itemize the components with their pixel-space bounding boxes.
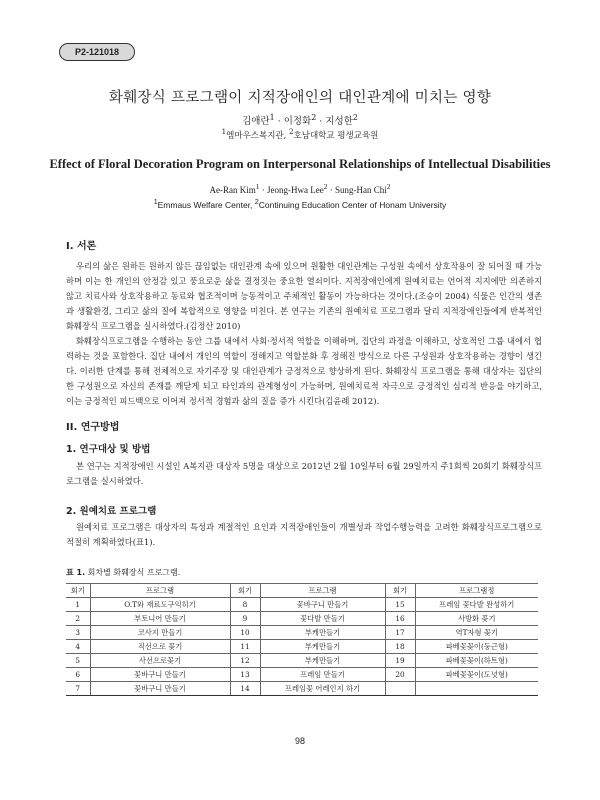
table-cell: 19 xyxy=(385,654,415,668)
affiliation-text: Continuing Education Center of Honam University xyxy=(258,199,447,210)
table-cell: 프레임 만들기 xyxy=(260,668,385,682)
authors-korean xyxy=(0,113,600,127)
table-cell: 프레임꽃 어레인지 하기 xyxy=(260,682,385,696)
author-separator: · xyxy=(316,116,326,128)
author-superscript: 1 xyxy=(255,182,260,191)
table-cell: 20 xyxy=(385,668,415,682)
subsection-heading-program: 2. 원예치료 프로그램 xyxy=(66,506,157,517)
table-cell: 부케만들기 xyxy=(260,654,385,668)
table-cell: 16 xyxy=(385,612,415,626)
table-cell: 5 xyxy=(66,654,90,668)
table-cell: 4 xyxy=(66,640,90,654)
table-cell: 1 xyxy=(66,598,90,612)
table-cell: 14 xyxy=(230,682,260,696)
author-name: Ae-Ran Kim xyxy=(209,185,256,195)
affiliation-english xyxy=(0,198,600,210)
affiliation-text: 호남대학교 평생교육원 xyxy=(293,130,379,141)
author-superscript: 2 xyxy=(311,113,317,122)
table-cell: 꽃바구니 만들기 xyxy=(90,682,230,696)
table-cell: 8 xyxy=(230,598,260,612)
title-english: Effect of Floral Decoration Program on Interpersonal Relationships of Intellectual Disabilities xyxy=(49,157,551,171)
table-row xyxy=(66,612,538,626)
author-name: 이정화 xyxy=(283,116,312,128)
table-header-cell: 프로그램 xyxy=(260,584,385,598)
table-cell: 13 xyxy=(230,668,260,682)
table-cell: 프레임 꽃다발 완성하기 xyxy=(415,598,538,612)
paragraph: 우리의 삶은 원하든 원하지 않든 끊임없는 대인관계 속에 있으며 원활한 대인관계는 구성원 속에서 상호작용이 잘 되어질 때 가능하며 이는 한 개인의 안정감 있고 풍요로운 삶을 결정짓는 중요한 열쇠이다. 지적장애인에게 원예치료는 언어적 지지에만 의존하지 않고 치료사와 상호작용하고 동료와 협조적이며 능동적이고 주체적인 활동이 가능하다는 것이다.(조승이 2004) 식물은 인간의 생존과 생활환경, 그리고 삶의 질에 복합적으로 영향을 미친다. 본 연구는 기존의 원예치료 프로그램과 달리 지적장애인들에게 반복적인 화훼장식 프로그램을 실시하였다.(김정산 2010) xyxy=(66,261,542,331)
table-cell: 부토니어 만들기 xyxy=(90,612,230,626)
table-row xyxy=(66,640,538,654)
table-cell: 3 xyxy=(66,626,90,640)
table-row xyxy=(66,682,538,696)
table-cell: 꽃바구니 만들기 xyxy=(260,598,385,612)
table-caption-label: 표 1. xyxy=(66,568,86,577)
table-row xyxy=(66,626,538,640)
table-header-cell: 프로그램 xyxy=(90,584,230,598)
author-name: Sung-Han Chi xyxy=(334,185,387,195)
affiliation-text: 엠마우스복지관, xyxy=(226,130,290,141)
table-cell: 2 xyxy=(66,612,90,626)
table-cell xyxy=(415,682,538,696)
program-body xyxy=(66,520,542,550)
table-header-cell: 프로그램정 xyxy=(415,584,538,598)
table-cell: 9 xyxy=(230,612,260,626)
author-superscript: 2 xyxy=(386,182,391,191)
table-cell: 직선으로 꽂기 xyxy=(90,640,230,654)
table-cell: 파베꽃꽂이(둥근형) xyxy=(415,640,538,654)
table-cell: 코사지 만들기 xyxy=(90,626,230,640)
table-cell: 18 xyxy=(385,640,415,654)
affiliation-korean xyxy=(0,127,600,141)
subsection-heading-subjects: 1. 연구대상 및 방법 xyxy=(66,444,151,455)
table-cell: 파베꽃꽂이(하트형) xyxy=(415,654,538,668)
table-cell: 17 xyxy=(385,626,415,640)
affiliation-superscript: 1 xyxy=(153,198,158,206)
affiliation-superscript: 2 xyxy=(254,198,259,206)
table-header-row xyxy=(66,584,538,598)
section-heading-methods: II. 연구방법 xyxy=(66,422,120,433)
paragraph: 화훼장식프로그램을 수행하는 동안 그룹 내에서 사회·정서적 역할을 이해하며, 집단의 과정을 이해하고, 상호적인 그룹 내에서 협력하는 것을 포함한다. 집단 내에서 개인의 역할이 정해지고 역할분화 후 정해진 방식으로 다른 구성원과 상호작용하는 경향이 생긴다. 이러한 단계를 통해 전체적으로 자기주장 및 대인관계가 긍정적으로 향상하게 된다. 화훼장식 프로그램을 통해 대상자는 집단의 한 구성원으로 자신의 존재를 깨닫게 되고 타인과의 관계형성이 가능하며, 원예치료적 자극으로 긍정적인 심리적 반응을 야기하고, 이는 긍정적인 피드백으로 이어져 정서적 경험과 삶의 질을 증가 시킨다(김윤례 2012). xyxy=(66,336,542,406)
table-cell: 6 xyxy=(66,668,90,682)
table-row xyxy=(66,668,538,682)
affiliation-superscript: 1 xyxy=(221,127,227,136)
title-korean: 화훼장식 프로그램이 지적장애인의 대인관계에 미치는 영향 xyxy=(108,90,492,106)
table-header-cell: 회기 xyxy=(385,584,415,598)
table-cell: 꽃다발 만들기 xyxy=(260,612,385,626)
table-cell: 7 xyxy=(66,682,90,696)
table-caption xyxy=(66,567,180,578)
table-header-cell: 회기 xyxy=(230,584,260,598)
table-cell xyxy=(385,682,415,696)
table-cell: 부케만들기 xyxy=(260,626,385,640)
table-cell: 파베꽃꽂이(도넛형) xyxy=(415,668,538,682)
table-cell: 부케만들기 xyxy=(260,640,385,654)
author-name: 김애란 xyxy=(242,116,270,128)
section-heading-introduction: I. 서론 xyxy=(66,241,97,252)
paragraph: 본 연구는 지적장애인 시설인 A복지관 대상자 5명을 대상으로 2012년 2월 10일부터 6월 29일까지 주1회씩 20회기 화훼장식프로그램을 실시하였다. xyxy=(66,461,542,486)
introduction-body xyxy=(66,259,542,409)
author-separator: · xyxy=(274,116,284,128)
affiliation-text: Emmaus Welfare Center, xyxy=(157,199,255,210)
author-superscript: 2 xyxy=(323,182,328,191)
author-superscript: 2 xyxy=(352,113,358,122)
affiliation-superscript: 2 xyxy=(289,127,294,136)
author-superscript: 1 xyxy=(269,113,275,122)
author-name: Jeong-Hwa Lee xyxy=(267,185,324,195)
author-name: 지성한 xyxy=(325,116,353,128)
table-cell: 12 xyxy=(230,654,260,668)
table-cell: 사방화 꽂기 xyxy=(415,612,538,626)
table-cell: 15 xyxy=(385,598,415,612)
table-row xyxy=(66,654,538,668)
author-separator: · xyxy=(259,185,267,195)
table-caption-text: 회차별 화훼장식 프로그램. xyxy=(85,568,181,577)
table-cell: 꽃바구니 만들기 xyxy=(90,668,230,682)
table-cell: 10 xyxy=(230,626,260,640)
author-separator: · xyxy=(327,185,335,195)
table-cell: 11 xyxy=(230,640,260,654)
subjects-body xyxy=(66,459,542,489)
table-header-cell: 회기 xyxy=(66,584,90,598)
table-cell: 역T자형 꽂기 xyxy=(415,626,538,640)
table-cell: 사선으로꽂기 xyxy=(90,654,230,668)
table-row xyxy=(66,598,538,612)
authors-english xyxy=(0,182,600,195)
table-cell: O.T와 재료도구익히기 xyxy=(90,598,230,612)
paragraph: 원예치료 프로그램은 대상자의 특성과 계절적인 요인과 지적장애인들이 개별성과 작업수행능력을 고려한 화훼장식프로그램으로 적절히 계획하였다(표1). xyxy=(66,522,542,547)
program-schedule-table xyxy=(66,583,538,696)
paper-id-badge: P2-121018 xyxy=(59,43,135,61)
page-number: 98 xyxy=(294,736,305,746)
